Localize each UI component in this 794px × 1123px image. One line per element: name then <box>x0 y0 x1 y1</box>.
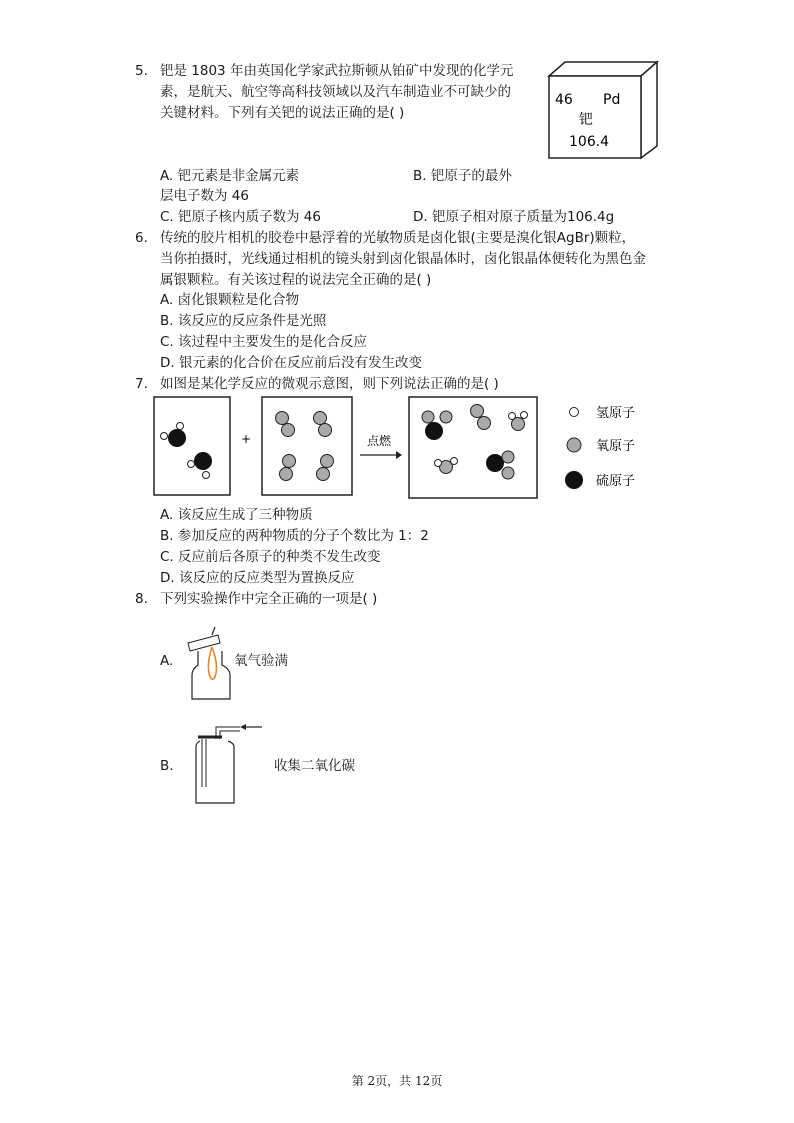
q5-option-a[interactable]: A. 钯元素是非金属元素 <box>160 168 300 184</box>
page-footer: 第 2页，共 12页 <box>351 1074 443 1088</box>
q7-option-a[interactable]: A. 该反应生成了三种物质 <box>160 507 313 523</box>
reactant-box-h2s <box>154 397 230 495</box>
q7-option-d[interactable]: D. 该反应的反应类型为置换反应 <box>160 570 355 586</box>
oxygen-test-apparatus <box>184 625 234 703</box>
plus-sign: + <box>241 432 252 446</box>
legend-sulfur-label: 硫原子 <box>596 474 636 489</box>
element-name: 钯 <box>579 112 593 128</box>
q8-number: 8. <box>135 591 148 607</box>
co2-collection-apparatus <box>188 717 278 807</box>
legend-oxygen <box>567 438 635 454</box>
q8-option-a-letter[interactable]: A. <box>160 653 174 669</box>
q6-option-b[interactable]: B. 该反应的反应条件是光照 <box>160 313 327 329</box>
q7-stem: 如图是某化学反应的微观示意图，则下列说法正确的是( ) <box>160 376 499 392</box>
element-number: 46 <box>555 92 573 108</box>
q5-stem-line2: 素，是航天、航空等高科技领域以及汽车制造业不可缺少的 <box>160 84 511 100</box>
q6-option-c[interactable]: C. 该过程中主要发生的是化合反应 <box>160 334 368 350</box>
element-symbol: Pd <box>603 92 621 108</box>
q8-option-b-label: 收集二氧化碳 <box>274 758 355 774</box>
q6-stem-line2: 当你拍摄时，光线通过相机的镜头射到卤化银晶体时，卤化银晶体便转化为黑色金 <box>160 251 646 267</box>
q6-number: 6. <box>135 230 148 246</box>
element-mass: 106.4 <box>569 134 610 150</box>
reaction-condition-label: 点燃 <box>367 434 392 448</box>
legend-sulfur <box>565 471 635 489</box>
q5-option-d[interactable]: D. 钯原子相对原子质量为106.4g <box>413 209 615 225</box>
q8-option-b-letter[interactable]: B. <box>160 758 174 774</box>
q5-stem-line1: 钯是 1803 年由英国化学家武拉斯顿从铂矿中发现的化学元 <box>160 63 514 79</box>
q5-number: 5. <box>135 63 148 79</box>
q7-option-c[interactable]: C. 反应前后各原子的种类不发生改变 <box>160 549 381 565</box>
q5-option-c[interactable]: C. 钯原子核内质子数为 46 <box>160 209 321 225</box>
q6-stem-line1: 传统的胶片相机的胶卷中悬浮着的光敏物质是卤化银(主要是溴化银AgBr)颗粒， <box>160 230 636 246</box>
reactant-box-o2 <box>262 397 352 495</box>
q8-option-a-label: 氧气验满 <box>234 653 288 669</box>
reaction-diagram <box>150 395 660 503</box>
q5-option-b[interactable]: B. 钯原子的最外 <box>413 168 512 184</box>
q5-stem-line3: 关键材料。下列有关钯的说法正确的是( ) <box>160 105 405 121</box>
q8-stem: 下列实验操作中完全正确的一项是( ) <box>160 591 378 607</box>
q6-option-a[interactable]: A. 卤化银颗粒是化合物 <box>160 292 300 308</box>
q7-number: 7. <box>135 376 148 392</box>
legend-oxygen-label: 氧原子 <box>596 439 636 454</box>
q6-stem-line3: 属银颗粒。有关该过程的说法完全正确的是( ) <box>160 272 432 288</box>
legend-hydrogen <box>570 406 636 421</box>
legend-hydrogen-label: 氢原子 <box>596 406 636 421</box>
q5-option-b-cont: 层电子数为 46 <box>160 188 249 204</box>
q7-option-b[interactable]: B. 参加反应的两种物质的分子个数比为 1：2 <box>160 528 429 544</box>
q6-option-d[interactable]: D. 银元素的化合价在反应前后没有发生改变 <box>160 355 422 371</box>
palladium-element-card <box>543 58 663 164</box>
